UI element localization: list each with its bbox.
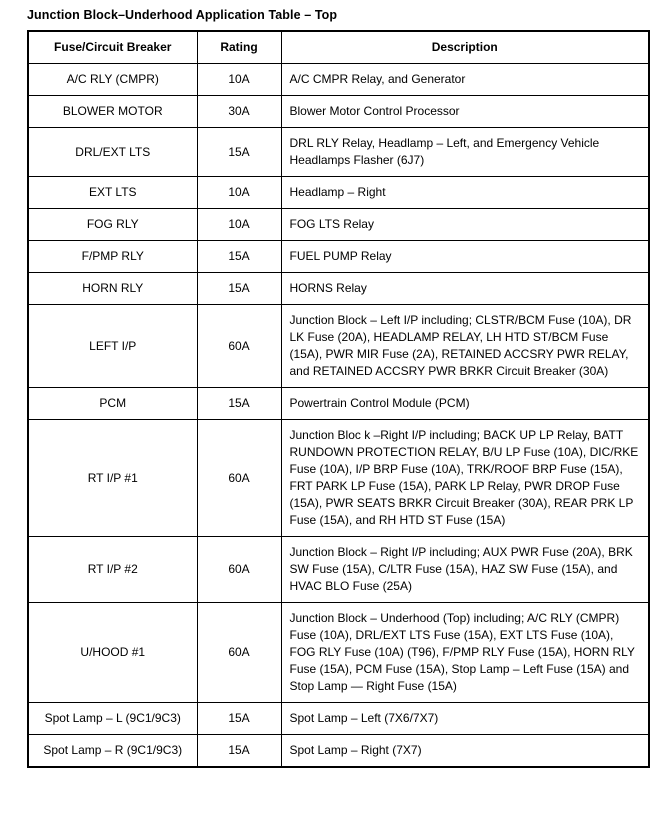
description-cell: Blower Motor Control Processor (281, 96, 649, 128)
rating-cell: 60A (197, 305, 281, 388)
application-table (27, 30, 650, 768)
fuse-cell: RT I/P #2 (28, 537, 197, 603)
table-row (28, 735, 649, 768)
rating-cell: 15A (197, 273, 281, 305)
fuse-cell: U/HOOD #1 (28, 603, 197, 703)
rating-cell: 60A (197, 420, 281, 537)
rating-cell: 15A (197, 128, 281, 177)
table-row (28, 241, 649, 273)
description-cell: Junction Block – Right I/P including; AUX PWR Fuse (20A), BRK SW Fuse (15A), C/LTR Fuse (15A), HAZ SW Fuse (15A), and HVAC BLO Fuse (25A) (281, 537, 649, 603)
table-row (28, 128, 649, 177)
table-row (28, 603, 649, 703)
rating-cell: 60A (197, 603, 281, 703)
description-cell: FOG LTS Relay (281, 209, 649, 241)
fuse-cell: RT I/P #1 (28, 420, 197, 537)
rating-cell: 10A (197, 209, 281, 241)
rating-cell: 15A (197, 388, 281, 420)
rating-cell: 60A (197, 537, 281, 603)
description-cell: Junction Bloc k –Right I/P including; BACK UP LP Relay, BATT RUNDOWN PROTECTION RELAY, B/U LP Fuse (10A), DIC/RKE Fuse (10A), I/P BRP Fuse (10A), TRK/ROOF BRP Fuse (15A), FRT PARK LP Fuse (15A), PARK LP Relay, PWR DROP Fuse (15A), PWR SEATS BRKR Circuit Breaker (30A), REAR PRK LP Fuse (15A), and RH HTD ST Fuse (15A) (281, 420, 649, 537)
fuse-cell: Spot Lamp – L (9C1/9C3) (28, 703, 197, 735)
page-title: Junction Block–Underhood Application Table – Top (27, 8, 338, 22)
fuse-cell: PCM (28, 388, 197, 420)
fuse-cell: BLOWER MOTOR (28, 96, 197, 128)
rating-cell: 15A (197, 703, 281, 735)
description-cell: A/C CMPR Relay, and Generator (281, 64, 649, 96)
fuse-cell: FOG RLY (28, 209, 197, 241)
description-cell: Powertrain Control Module (PCM) (281, 388, 649, 420)
fuse-cell: LEFT I/P (28, 305, 197, 388)
table-row (28, 273, 649, 305)
description-cell: DRL RLY Relay, Headlamp – Left, and Emergency Vehicle Headlamps Flasher (6J7) (281, 128, 649, 177)
col-header-fuse: Fuse/Circuit Breaker (28, 31, 197, 64)
description-cell: FUEL PUMP Relay (281, 241, 649, 273)
header-row (28, 31, 649, 64)
table-row (28, 96, 649, 128)
fuse-cell: A/C RLY (CMPR) (28, 64, 197, 96)
table-row (28, 420, 649, 537)
rating-cell: 10A (197, 177, 281, 209)
table-row (28, 64, 649, 96)
table-row (28, 537, 649, 603)
fuse-cell: DRL/EXT LTS (28, 128, 197, 177)
rating-cell: 30A (197, 96, 281, 128)
fuse-cell: HORN RLY (28, 273, 197, 305)
description-cell: Spot Lamp – Left (7X6/7X7) (281, 703, 649, 735)
col-header-description: Description (281, 31, 649, 64)
description-cell: Junction Block – Underhood (Top) including; A/C RLY (CMPR) Fuse (10A), DRL/EXT LTS Fuse (15A), EXT LTS Fuse (10A), FOG RLY Fuse (10A) (T96), F/PMP RLY Fuse (15A), HORN RLY Fuse (15A), PCM Fuse (15A), Stop Lamp – Left Fuse (15A) and Stop Lamp — Right Fuse (15A) (281, 603, 649, 703)
table-row (28, 305, 649, 388)
description-cell: Spot Lamp – Right (7X7) (281, 735, 649, 768)
rating-cell: 15A (197, 735, 281, 768)
table-row (28, 209, 649, 241)
fuse-cell: F/PMP RLY (28, 241, 197, 273)
table-row (28, 703, 649, 735)
description-cell: Headlamp – Right (281, 177, 649, 209)
description-cell: Junction Block – Left I/P including; CLSTR/BCM Fuse (10A), DR LK Fuse (20A), HEADLAMP RELAY, LH HTD ST/BCM Fuse (15A), PWR MIR Fuse (2A), RETAINED ACCSRY PWR RELAY, and RETAINED ACCSRY PWR BRKR Circuit Breaker (30A) (281, 305, 649, 388)
fuse-cell: Spot Lamp – R (9C1/9C3) (28, 735, 197, 768)
table-row (28, 388, 649, 420)
description-cell: HORNS Relay (281, 273, 649, 305)
fuse-cell: EXT LTS (28, 177, 197, 209)
rating-cell: 10A (197, 64, 281, 96)
rating-cell: 15A (197, 241, 281, 273)
col-header-rating: Rating (197, 31, 281, 64)
table-row (28, 177, 649, 209)
table-body (28, 64, 649, 768)
